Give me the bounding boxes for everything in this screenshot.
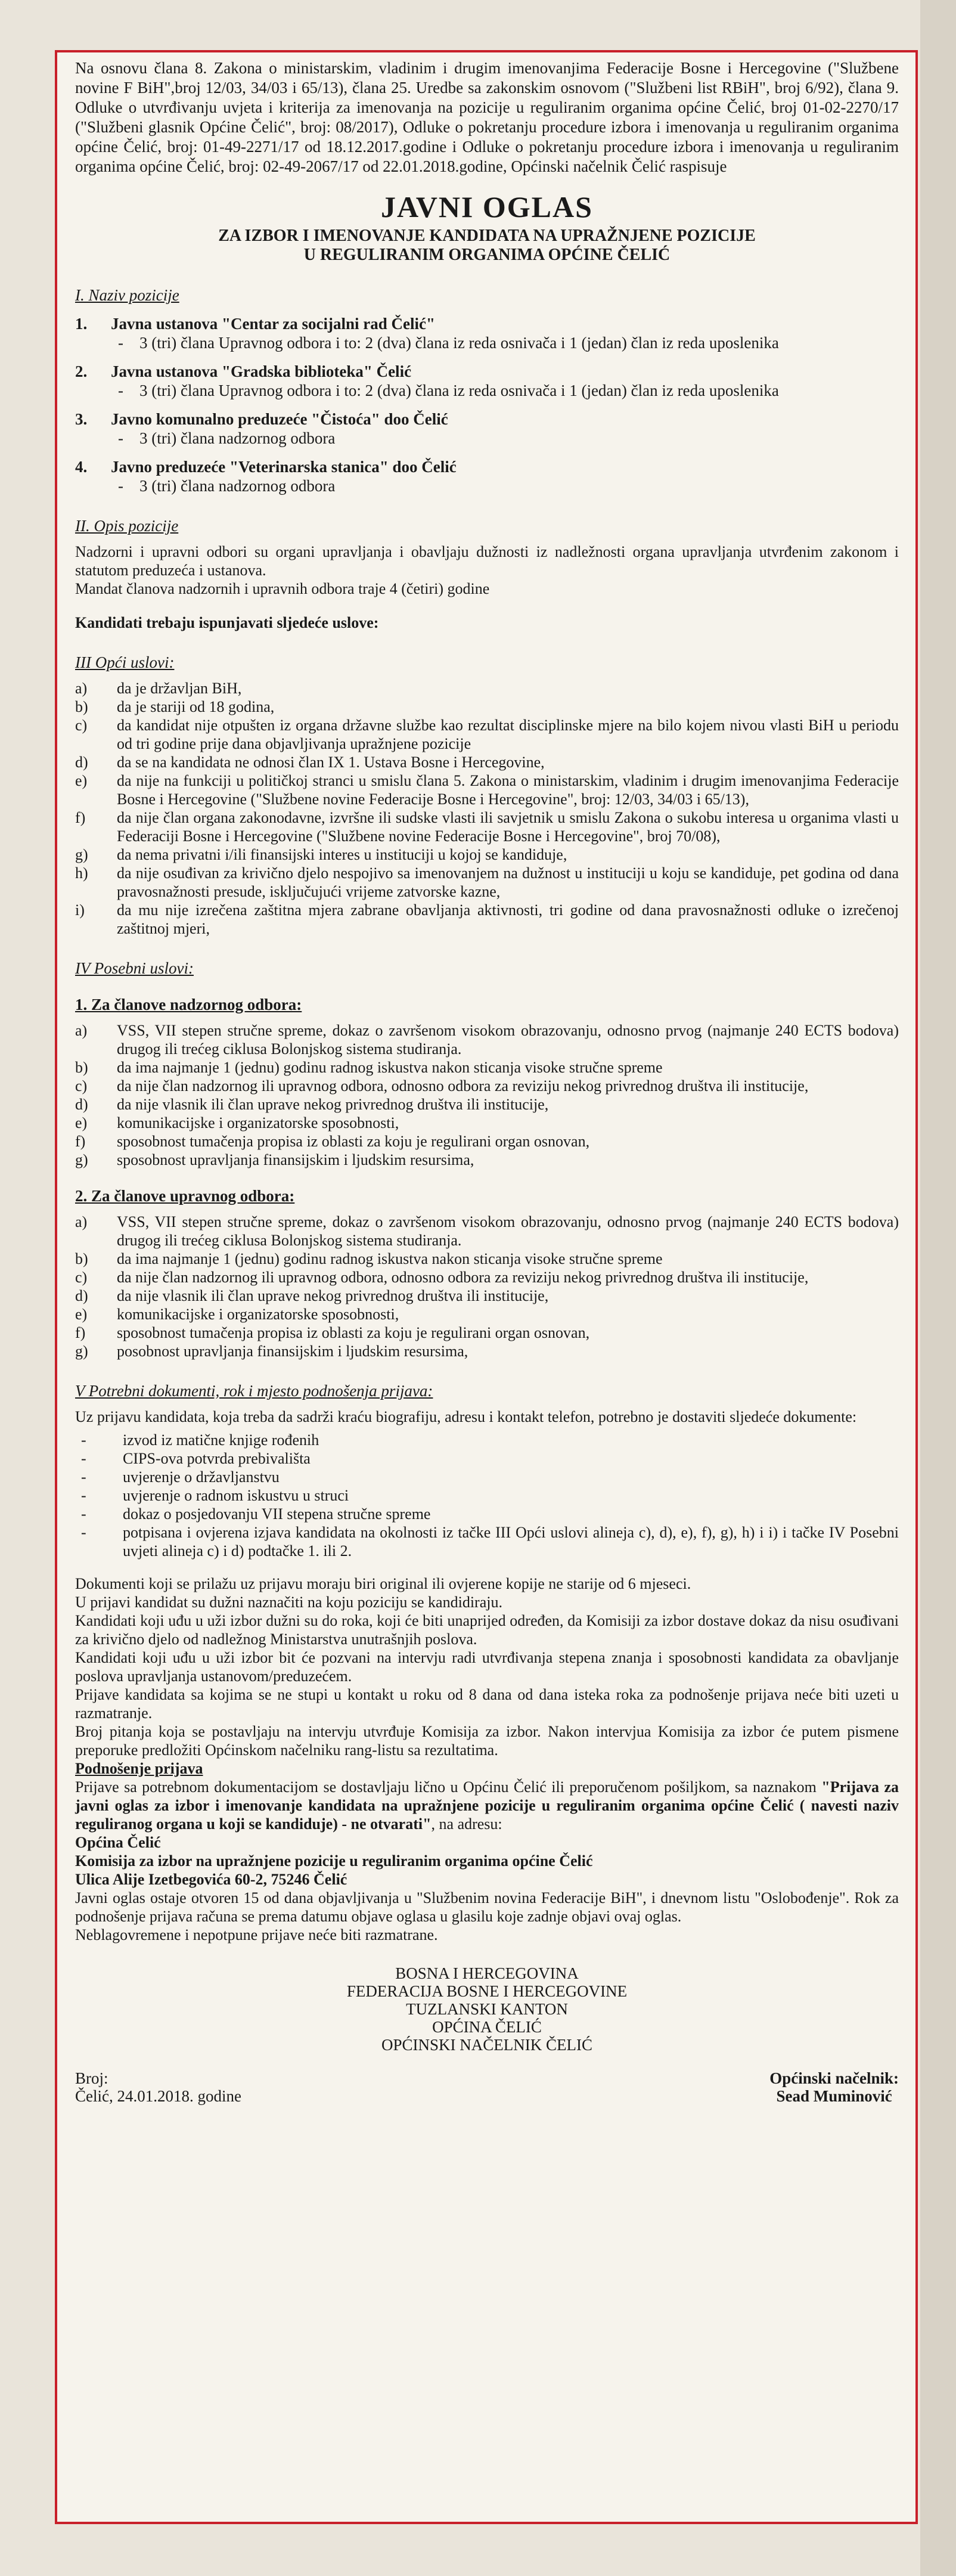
position-title: Javno preduzeće "Veterinarska stanica" doo Čelić <box>111 458 457 476</box>
address-line-3: Ulica Alije Izetbegovića 60-2, 75246 Čelić <box>75 1871 347 1888</box>
section-4-heading: IV Posebni uslovi: <box>75 959 194 977</box>
list-item: - CIPS-ova potvrda prebivališta <box>81 1450 311 1467</box>
signature-row <box>75 2069 899 2105</box>
list-item: d) da se na kandidata ne odnosi član IX 1. Ustava Bosne i Hercegovine, <box>75 754 545 771</box>
contact-note: Prijave kandidata sa kojima se ne stupi u kontakt u roku od 8 dana od dana isteka roka za podnošenje prijava neće biti uzeti u razmatranje. <box>75 1686 899 1722</box>
positions-list <box>75 314 899 495</box>
list-item: f) sposobnost tumačenja propisa iz oblasti za koju je regulirani organ osnovan, <box>75 1324 590 1341</box>
dash-marker: - <box>118 429 123 447</box>
submission-heading: Podnošenje prijava <box>75 1760 203 1777</box>
documents-note: Dokumenti koji se prilažu uz prijavu moraju biri original ili ovjerene kopije ne starije od 6 mjeseci. <box>75 1575 691 1592</box>
background-newspaper-strip <box>920 0 956 2576</box>
documents-intro: Uz prijavu kandidata, koja treba da sadrži kraću biografiju, adresu i kontakt telefon, potrebno je dostaviti sljedeće dokumente: <box>75 1408 857 1425</box>
list-item: c) da kandidat nije otpušten iz organa državne službe kao rezultat disciplinske mjere na bilo kojem nivou vlasti BiH u periodu od tri godine prije dana objavljivanja upražnjene pozicije <box>75 717 899 752</box>
list-item: c) da nije član nadzornog ili upravnog odbora, odnosno odbora za reviziju nekog privrednog društva ili institucije, <box>75 1077 809 1095</box>
issuer-line: BOSNA I HERCEGOVINA <box>395 1964 579 1982</box>
general-conditions-list <box>75 679 899 938</box>
issuer-block <box>75 1964 899 2054</box>
position-item <box>75 362 899 400</box>
submission-details <box>75 1574 899 1944</box>
list-item: - dokaz o posjedovanju VII stepena stručne spreme <box>81 1505 431 1523</box>
commission-note: Broj pitanja koja se postavljaju na intervju utvrđuje Komisija za izbor. Nakon intervjua Komisija za izbor će putem pismene preporuke predložiti Općinskom načelniku rang-listu sa rezultatima. <box>75 1723 899 1759</box>
list-item: f) da nije član organa zakonodavne, izvršne ili sudske vlasti ili savjetnik u smislu Zakona o sukobu interesa u organima vlasti u Federaciji Bosne i Hercegovine ("Službene novine Federacije Bosne i Hercegovine", broj 70/08), <box>75 809 899 845</box>
deadline-note: Javni oglas ostaje otvoren 15 od dana objavljivanja u "Službenim novina Federacije BiH", i dnevnom listu "Oslobođenje". Rok za podnošenje prijava računa se prema datumu objave oglasa u glasilu koje zadnje objavi ovaj oglas. <box>75 1889 899 1925</box>
list-item: b) da ima najmanje 1 (jednu) godinu radnog iskustva nakon sticanja visoke stručne spreme <box>75 1250 663 1267</box>
position-detail: 3 (tri) člana Upravnog odbora i to: 2 (dva) člana iz reda osnivača i 1 (jedan) član iz reda uposlenika <box>139 334 779 352</box>
position-item <box>75 410 899 448</box>
submission-paragraph: Prijave sa potrebnom dokumentacijom se dostavljaju lično u Općinu Čelić ili preporučenom pošiljkom, sa naznakom "Prijava za javni oglas za izbor i imenovanje kandidata na upražnjene pozicije u reguliranim organima općine Čelić ( navesti naziv reguliranog organa u koji se kandiduje) - ne otvarati", na adresu: <box>75 1778 899 1833</box>
list-item: a) VSS, VII stepen stručne spreme, dokaz o završenom visokom obrazovanju, odnosno prvog (najmanje 240 ECTS bodova) drugog ili trećeg ciklusa Bolonjskog sistema studiranja. <box>75 1213 899 1249</box>
announcement-frame <box>55 50 918 2524</box>
supervisory-conditions-list <box>75 1021 899 1169</box>
position-note: U prijavi kandidat su dužni naznačiti na koju poziciju se kandidiraju. <box>75 1594 502 1611</box>
position-number: 2. <box>75 362 88 380</box>
issuer-line: FEDERACIJA BOSNE I HERCEGOVINE <box>346 1982 628 2000</box>
section-1-heading: I. Naziv pozicije <box>75 286 179 304</box>
position-detail: 3 (tri) člana Upravnog odbora i to: 2 (dva) člana iz reda osnivača i 1 (jedan) član iz reda uposlenika <box>139 382 779 399</box>
section-5-heading: V Potrebni dokumenti, rok i mjesto podnošenja prijava: <box>75 1382 433 1400</box>
position-item <box>75 314 899 352</box>
dash-marker: - <box>118 334 123 352</box>
list-item: f) sposobnost tumačenja propisa iz oblasti za koju je regulirani organ osnovan, <box>75 1133 590 1150</box>
list-item: g) posobnost upravljanja finansijskim i ljudskim resursima, <box>75 1343 468 1360</box>
description-text: Nadzorni i upravni odbori su organi upravljanja i obavljaju dužnosti iz nadležnosti organa upravljanja utvrđenim zakonom i statutom preduzeća i ustanova. <box>75 543 899 579</box>
issuer-line: TUZLANSKI KANTON <box>406 2000 568 2018</box>
management-board-heading: 2. Za članove upravnog odbora: <box>75 1187 295 1205</box>
list-item: e) komunikacijske i organizatorske sposobnosti, <box>75 1114 399 1132</box>
list-item: - uvjerenje o državljanstvu <box>81 1468 280 1486</box>
shortlist-note: Kandidati koji uđu u uži izbor dužni su do roka, koji će biti unaprijed određen, da Komisiji za izbor dostave dokaz da nisu osuđivani za krivično djelo od nadležnog Ministarstva unutrašnjih poslova. <box>75 1612 899 1648</box>
signature-block <box>769 2069 899 2105</box>
signatory-name: Sead Muminović <box>776 2087 892 2105</box>
issue-date: Čelić, 24.01.2018. godine <box>75 2087 241 2105</box>
position-title: Javno komunalno preduzeće "Čistoća" doo Čelić <box>111 410 448 428</box>
invalid-note: Neblagovremene i nepotpune prijave neće biti razmatrane. <box>75 1926 438 1943</box>
position-detail: 3 (tri) člana nadzornog odbora <box>139 429 336 447</box>
reference-block <box>75 2069 241 2105</box>
list-item: c) da nije član nadzornog ili upravnog odbora, odnosno odbora za reviziju nekog privrednog društva ili institucije, <box>75 1269 809 1286</box>
position-title: Javna ustanova "Centar za socijalni rad Čelić" <box>111 315 435 333</box>
signatory-title: Općinski načelnik: <box>769 2069 899 2087</box>
list-item: - uvjerenje o radnom iskustvu u struci <box>81 1487 349 1504</box>
position-number: 4. <box>75 458 88 476</box>
issuer-line: OPĆINA ČELIĆ <box>432 2018 542 2036</box>
list-item: e) da nije na funkciji u političkoj stranci u smislu člana 5. Zakona o ministarskim, vladinim i drugim imenovanjima Federacije Bosne i Hercegovine ("Službene novine Federacije Bosne i Hercegovine", broj: 12/03, 34/03 i 65/13), <box>75 772 899 808</box>
position-title: Javna ustanova "Gradska biblioteka" Čelić <box>111 362 412 380</box>
list-item: h) da nije osuđivan za krivično djelo nespojivo sa imenovanjem na dužnost u instituciji u koju se kandiduje, pet godina od dana pravosnažnosti presude, isključujući vrijeme zatvorske kazne, <box>75 864 899 900</box>
mandate-text: Mandat članova nadzornih i upravnih odbora traje 4 (četiri) godine <box>75 580 490 597</box>
issuer-line: OPĆINSKI NAČELNIK ČELIĆ <box>381 2036 592 2054</box>
list-item: g) da nema privatni i/ili finansijski interes u instituciji u kojoj se kandiduje, <box>75 846 567 863</box>
position-number: 1. <box>75 315 88 333</box>
section-2-heading: II. Opis pozicije <box>75 517 179 535</box>
dash-marker: - <box>118 477 123 495</box>
list-item: a) da je državljan BiH, <box>75 680 242 697</box>
list-item: d) da nije vlasnik ili član uprave nekog privrednog društva ili institucije, <box>75 1096 549 1113</box>
reference-number: Broj: <box>75 2069 108 2087</box>
supervisory-board-heading: 1. Za članove nadzornog odbora: <box>75 996 302 1013</box>
requirements-intro: Kandidati trebaju ispunjavati sljedeće uslove: <box>75 614 379 631</box>
list-item: b) da je stariji od 18 godina, <box>75 698 275 715</box>
management-conditions-list <box>75 1213 899 1360</box>
list-item: e) komunikacijske i organizatorske sposobnosti, <box>75 1306 399 1323</box>
interview-note: Kandidati koji uđu u uži izbor bit će pozvani na intervju radi utvrđivanja stepena znanja i sposobnosti kandidata za obavljanje poslova upravljanja ustanovom/preduzećem. <box>75 1649 899 1685</box>
list-item: b) da ima najmanje 1 (jednu) godinu radnog iskustva nakon sticanja visoke stručne spreme <box>75 1059 663 1076</box>
address-line-2: Komisija za izbor na upražnjene pozicije u reguliranim organima općine Čelić <box>75 1852 593 1870</box>
intro-paragraph: Na osnovu člana 8. Zakona o ministarskim, vladinim i drugim imenovanjima Federacije Bosne i Hercegovine ("Službene novine F BiH",broj 12/03, 34/03 i 65/13), člana 25. Uredbe sa zakonskim osnovom ("Službeni list RBiH", broj 6/92), člana 9. Odluke o utvrđivanju uvjeta i kriterija za imenovanja na pozicije u reguliranim organima općine Čelić, broj 01-02-2270/17 ("Službeni glasnik Općine Čelić", broj: 08/2017), Odluke o pokretanju procedure izbora i imenovanja u reguliranim organima općine Čelić, broj: 01-49-2271/17 od 18.12.2017.godine i Odluke o pokretanju procedure izbora i imenovanja u reguliranim organima općine Čelić, broj: 02-49-2067/17 od 22.01.2018.godine, Općinski načelnik Čelić raspisuje <box>75 59 899 175</box>
page-title: JAVNI OGLAS <box>381 190 593 224</box>
section-3-heading: III Opći uslovi: <box>75 653 175 671</box>
list-item: a) VSS, VII stepen stručne spreme, dokaz o završenom visokom obrazovanju, odnosno prvog (najmanje 240 ECTS bodova) drugog ili trećeg ciklusa Bolonjskog sistema studiranja. <box>75 1022 899 1058</box>
position-item <box>75 457 899 495</box>
position-number: 3. <box>75 410 88 428</box>
list-item: - izvod iz matične knjige rođenih <box>81 1431 319 1449</box>
documents-list <box>75 1431 899 1560</box>
list-item: i) da mu nije izrečena zaštitna mjera zabrane obavljanja aktivnosti, tri godine od dana pravosnažnosti odluke o izrečenoj zaštitnoj mjeri, <box>75 901 899 937</box>
list-item: g) sposobnost upravljanja finansijskim i ljudskim resursima, <box>75 1151 474 1168</box>
address-line-1: Općina Čelić <box>75 1834 161 1851</box>
list-item: d) da nije vlasnik ili član uprave nekog privrednog društva ili institucije, <box>75 1287 549 1304</box>
subtitle-line-2: U REGULIRANIM ORGANIMA OPĆINE ČELIĆ <box>303 246 671 264</box>
position-detail: 3 (tri) člana nadzornog odbora <box>139 477 336 495</box>
subtitle-line-1: ZA IZBOR I IMENOVANJE KANDIDATA NA UPRAŽNJENE POZICIJE <box>218 227 756 245</box>
dash-marker: - <box>118 382 123 399</box>
list-item: - potpisana i ovjerena izjava kandidata na okolnosti iz tačke III Opći uslovi alineja c), d), e), f), g), h) i i) i tačke IV Posebni uvjeti alineja c) i d) podtačke 1. ili 2. <box>81 1524 899 1560</box>
